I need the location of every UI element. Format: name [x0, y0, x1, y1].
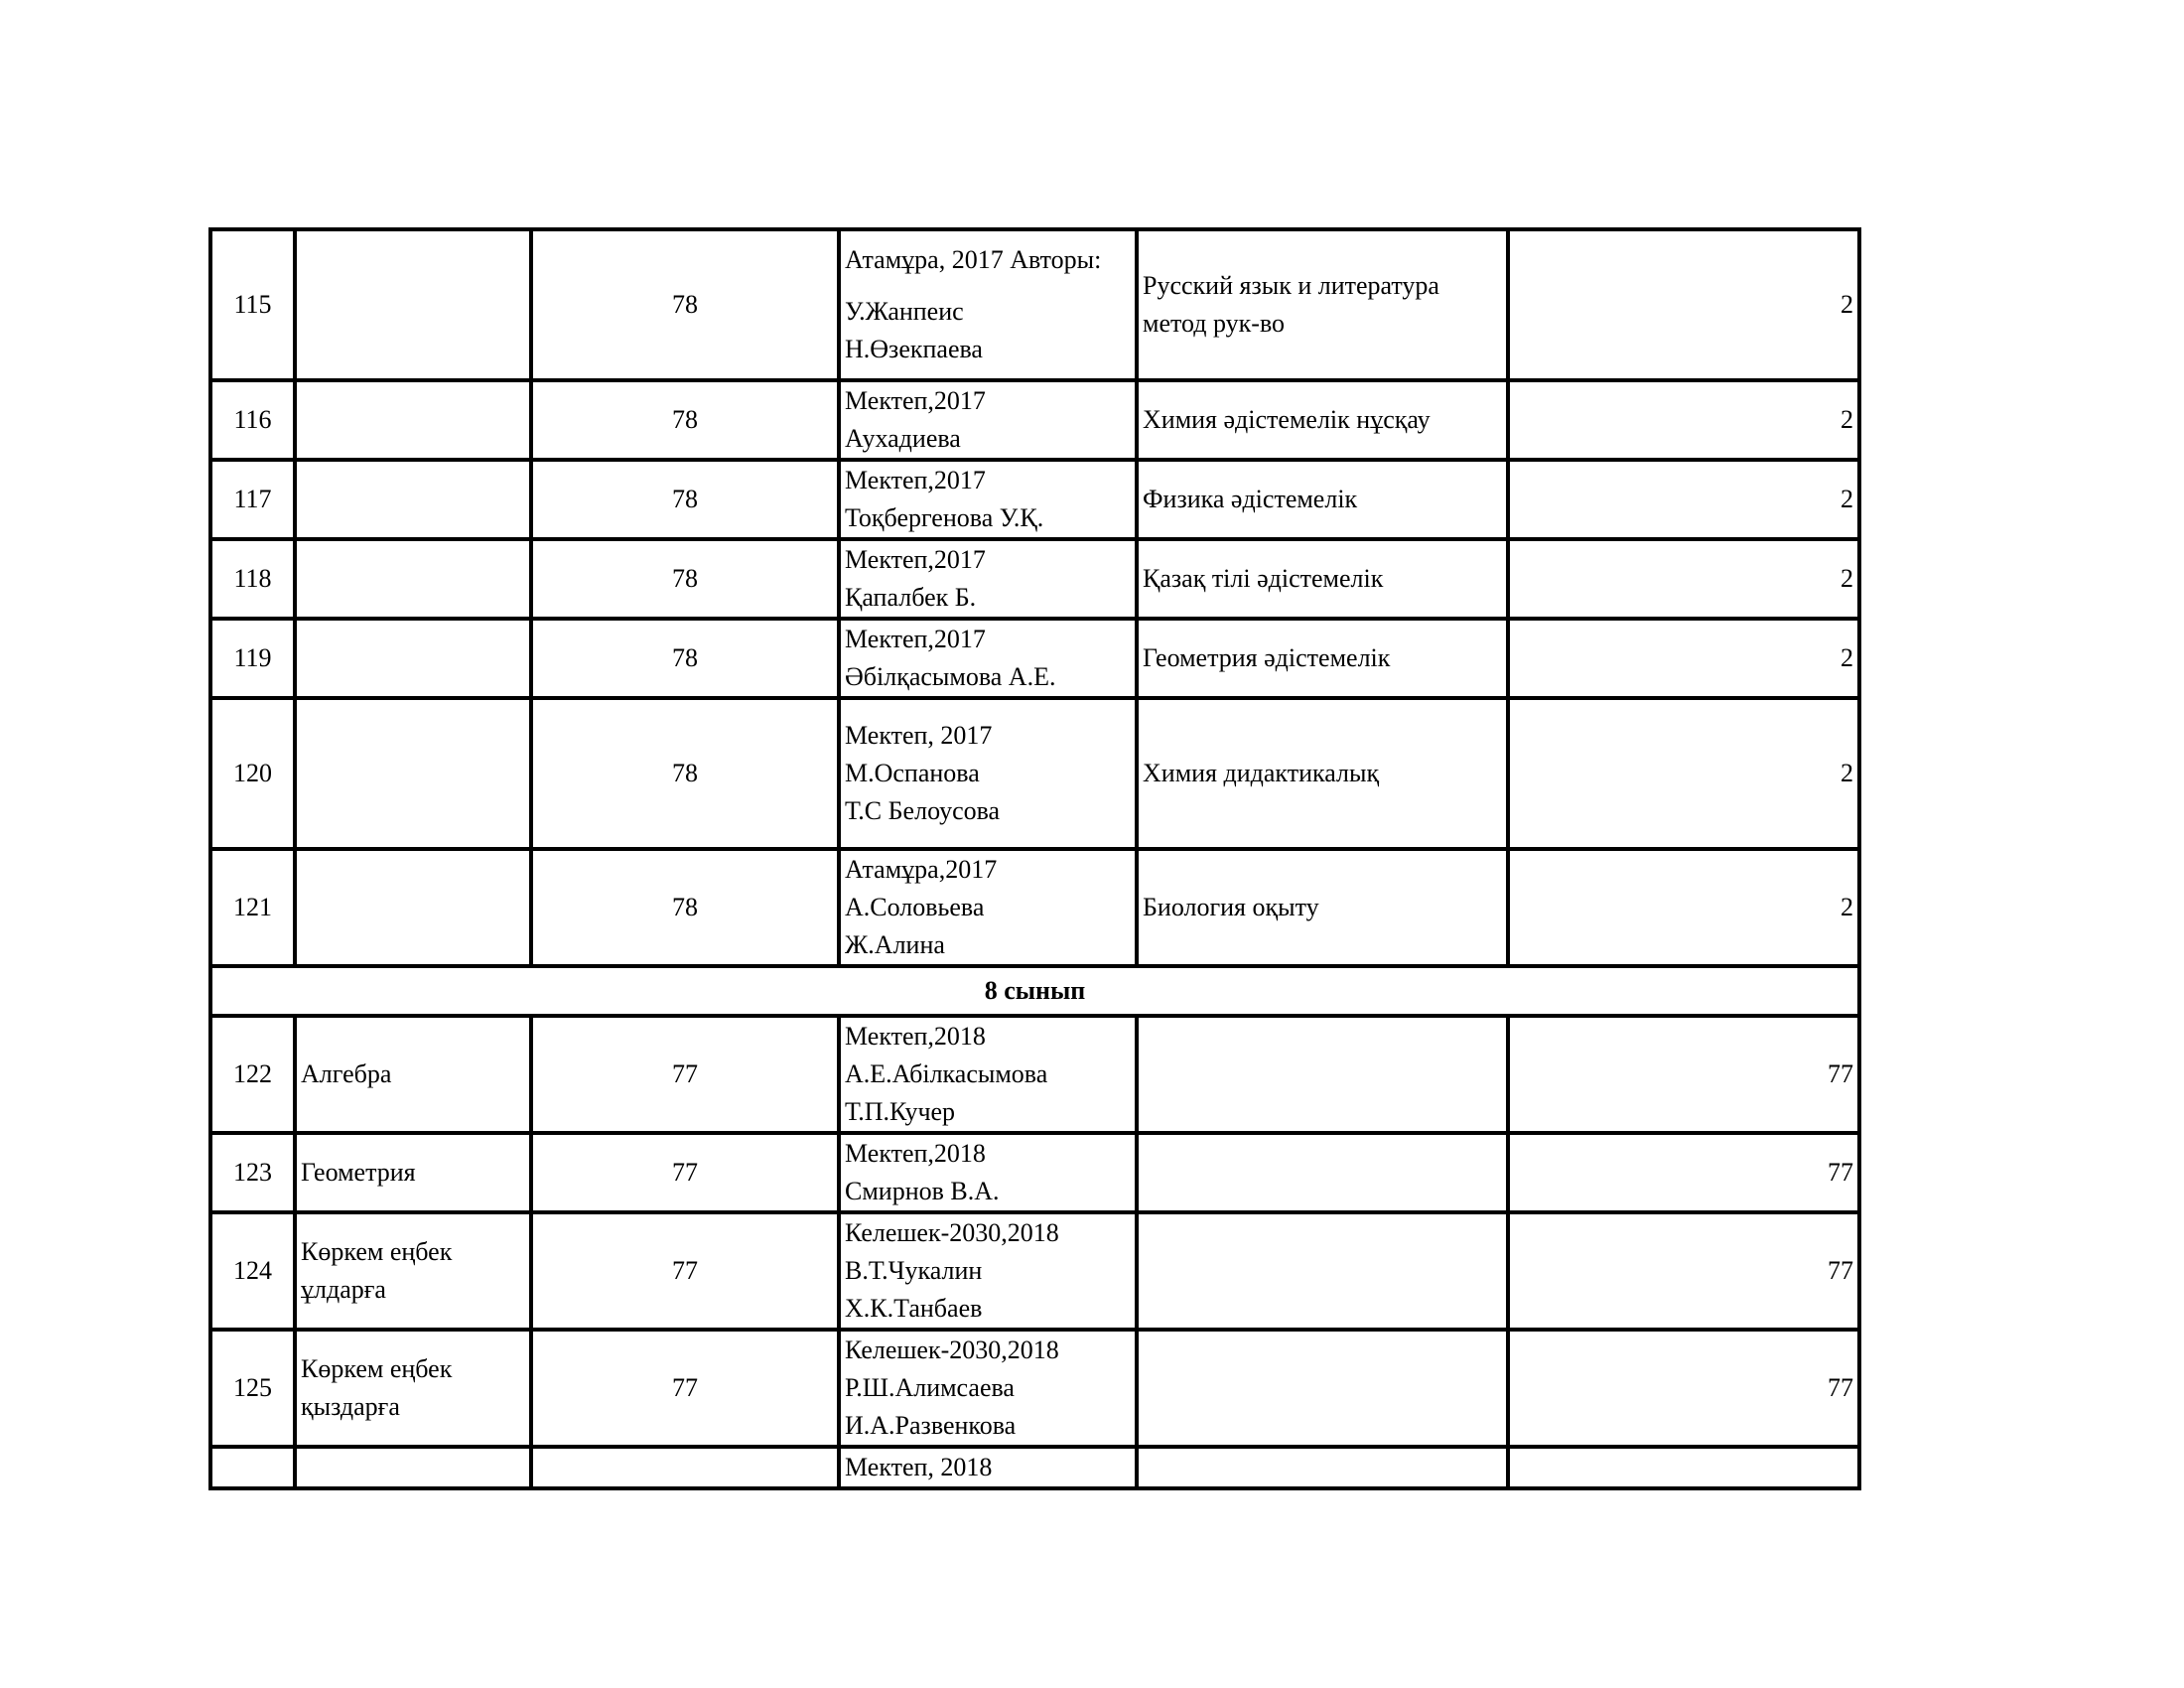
- row-number: 121: [210, 849, 295, 966]
- percent-cell: 78: [531, 698, 839, 849]
- title-cell-line: Химия дидактикалық: [1143, 759, 1380, 787]
- title-cell: [1137, 460, 1508, 539]
- percent-cell: 77: [531, 1212, 839, 1330]
- publisher-cell: [839, 1016, 1137, 1133]
- table-row: [210, 1133, 1859, 1212]
- title-cell: [1137, 229, 1508, 380]
- title-cell: [1137, 698, 1508, 849]
- publisher-cell-line: Аухадиева: [845, 424, 961, 453]
- subject-cell-line: ұлдарға: [301, 1275, 386, 1304]
- publisher-cell-line: Мектеп,2017: [845, 466, 986, 494]
- subject-cell-line: қыздарға: [301, 1392, 400, 1421]
- publisher-cell-line: Мектеп,2018: [845, 1139, 986, 1168]
- percent-cell: 77: [531, 1016, 839, 1133]
- table-row: [210, 698, 1859, 849]
- table-row: [210, 849, 1859, 966]
- percent-cell: 78: [531, 229, 839, 380]
- publisher-cell-line: Х.К.Танбаев: [845, 1294, 983, 1323]
- publisher-cell-line: Р.Ш.Алимсаева: [845, 1373, 1015, 1402]
- publisher-cell-line: Қапалбек Б.: [845, 583, 977, 612]
- publisher-cell-line: Тоқбергенова У.Қ.: [845, 503, 1044, 532]
- title-cell: [1137, 849, 1508, 966]
- table-row: [210, 1212, 1859, 1330]
- percent-cell: 78: [531, 619, 839, 698]
- quantity-cell: 2: [1508, 229, 1859, 380]
- publisher-cell-line: У.Жанпеис: [845, 297, 964, 326]
- publisher-cell-line: А.Е.Абілкасымова: [845, 1059, 1048, 1088]
- publisher-cell: [839, 1447, 1137, 1488]
- table-row: [210, 1330, 1859, 1447]
- publisher-cell-line: Н.Өзекпаева: [845, 335, 983, 363]
- publisher-cell: [839, 698, 1137, 849]
- publisher-cell: [839, 619, 1137, 698]
- row-number: 125: [210, 1330, 295, 1447]
- publisher-cell: [839, 1212, 1137, 1330]
- title-cell: [1137, 619, 1508, 698]
- subject-cell: [295, 619, 531, 698]
- title-cell-line: Русский язык и литература: [1143, 271, 1439, 300]
- subject-cell-line: Геометрия: [301, 1158, 416, 1187]
- section-row: [210, 966, 1859, 1016]
- row-number: 119: [210, 619, 295, 698]
- empty-cell: [1137, 1447, 1508, 1488]
- title-cell-line: Геометрия әдістемелік: [1143, 643, 1391, 672]
- title-cell-line: Химия әдістемелік нұсқау: [1143, 405, 1431, 434]
- table-row: [210, 539, 1859, 619]
- title-cell: [1137, 1330, 1508, 1447]
- publisher-cell-line: Мектеп,2017: [845, 545, 986, 574]
- percent-cell: 78: [531, 460, 839, 539]
- quantity-cell: 2: [1508, 380, 1859, 460]
- row-number: 120: [210, 698, 295, 849]
- publisher-cell-line: М.Оспанова: [845, 759, 980, 787]
- quantity-cell: 2: [1508, 619, 1859, 698]
- quantity-cell: 2: [1508, 460, 1859, 539]
- percent-cell: 78: [531, 380, 839, 460]
- subject-cell: [295, 229, 531, 380]
- publisher-cell-line: В.Т.Чукалин: [845, 1256, 983, 1285]
- publisher-cell-line: Смирнов В.А.: [845, 1177, 1000, 1205]
- quantity-cell: 77: [1508, 1212, 1859, 1330]
- empty-cell: [210, 1447, 295, 1488]
- title-cell-line: Биология оқыту: [1143, 893, 1319, 921]
- publisher-cell-line: Атамұра,2017: [845, 855, 998, 884]
- quantity-cell: 77: [1508, 1016, 1859, 1133]
- table-row: [210, 229, 1859, 380]
- textbook-table: [208, 227, 1861, 1490]
- row-number: 122: [210, 1016, 295, 1133]
- publisher-cell: [839, 849, 1137, 966]
- publisher-cell-line: Келешек-2030,2018: [845, 1218, 1059, 1247]
- publisher-cell-line: Мектеп, 2017: [845, 721, 993, 750]
- title-cell: [1137, 1212, 1508, 1330]
- subject-cell: [295, 380, 531, 460]
- publisher-cell-line: А.Соловьева: [845, 893, 985, 921]
- table-body: [210, 229, 1859, 1488]
- quantity-cell: 2: [1508, 539, 1859, 619]
- title-cell-line: метод рук-во: [1143, 309, 1286, 338]
- row-number: 118: [210, 539, 295, 619]
- empty-cell: [531, 1447, 839, 1488]
- table-row: [210, 1016, 1859, 1133]
- publisher-cell-line: Т.С Белоусова: [845, 796, 1001, 825]
- publisher-cell-line: Мектеп, 2018: [845, 1453, 993, 1481]
- percent-cell: 78: [531, 539, 839, 619]
- table-row-partial: [210, 1447, 1859, 1488]
- title-cell-line: Қазақ тілі әдістемелік: [1143, 564, 1384, 593]
- publisher-cell-line: Атамұра, 2017 Авторы:: [845, 245, 1102, 274]
- publisher-cell-line: Т.П.Кучер: [845, 1097, 956, 1126]
- publisher-cell-line: Келешек-2030,2018: [845, 1336, 1059, 1364]
- subject-cell-line: Алгебра: [301, 1059, 392, 1088]
- publisher-cell-line: И.А.Развенкова: [845, 1411, 1017, 1440]
- row-number: 117: [210, 460, 295, 539]
- quantity-cell: 2: [1508, 698, 1859, 849]
- title-cell: [1137, 1133, 1508, 1212]
- row-number: 123: [210, 1133, 295, 1212]
- subject-cell: [295, 698, 531, 849]
- percent-cell: 77: [531, 1133, 839, 1212]
- publisher-cell: [839, 460, 1137, 539]
- percent-cell: 78: [531, 849, 839, 966]
- section-heading: 8 сынып: [210, 966, 1859, 1016]
- subject-cell: [295, 1212, 531, 1330]
- table-row: [210, 619, 1859, 698]
- publisher-cell-line: Мектеп,2017: [845, 625, 986, 653]
- publisher-cell: [839, 539, 1137, 619]
- title-cell: [1137, 380, 1508, 460]
- table-row: [210, 380, 1859, 460]
- quantity-cell: 77: [1508, 1330, 1859, 1447]
- publisher-cell: [839, 229, 1137, 380]
- publisher-cell: [839, 1133, 1137, 1212]
- subject-cell: [295, 460, 531, 539]
- subject-cell: [295, 539, 531, 619]
- empty-cell: [295, 1447, 531, 1488]
- subject-cell: [295, 1330, 531, 1447]
- subject-cell-line: Көркем еңбек: [301, 1354, 453, 1383]
- publisher-cell-line: Әбілқасымова А.Е.: [845, 662, 1056, 691]
- publisher-cell-line: Мектеп,2017: [845, 386, 986, 415]
- publisher-cell: [839, 1330, 1137, 1447]
- publisher-cell: [839, 380, 1137, 460]
- subject-cell: [295, 849, 531, 966]
- row-number: 116: [210, 380, 295, 460]
- title-cell: [1137, 1016, 1508, 1133]
- subject-cell: [295, 1016, 531, 1133]
- quantity-cell: 77: [1508, 1133, 1859, 1212]
- title-cell-line: Физика әдістемелік: [1143, 485, 1358, 513]
- quantity-cell: 2: [1508, 849, 1859, 966]
- row-number: 124: [210, 1212, 295, 1330]
- publisher-cell-line: Мектеп,2018: [845, 1022, 986, 1051]
- publisher-cell-line: Ж.Алина: [845, 930, 945, 959]
- row-number: 115: [210, 229, 295, 380]
- empty-cell: [1508, 1447, 1859, 1488]
- title-cell: [1137, 539, 1508, 619]
- table-row: [210, 460, 1859, 539]
- subject-cell: [295, 1133, 531, 1212]
- subject-cell-line: Көркем еңбек: [301, 1237, 453, 1266]
- percent-cell: 77: [531, 1330, 839, 1447]
